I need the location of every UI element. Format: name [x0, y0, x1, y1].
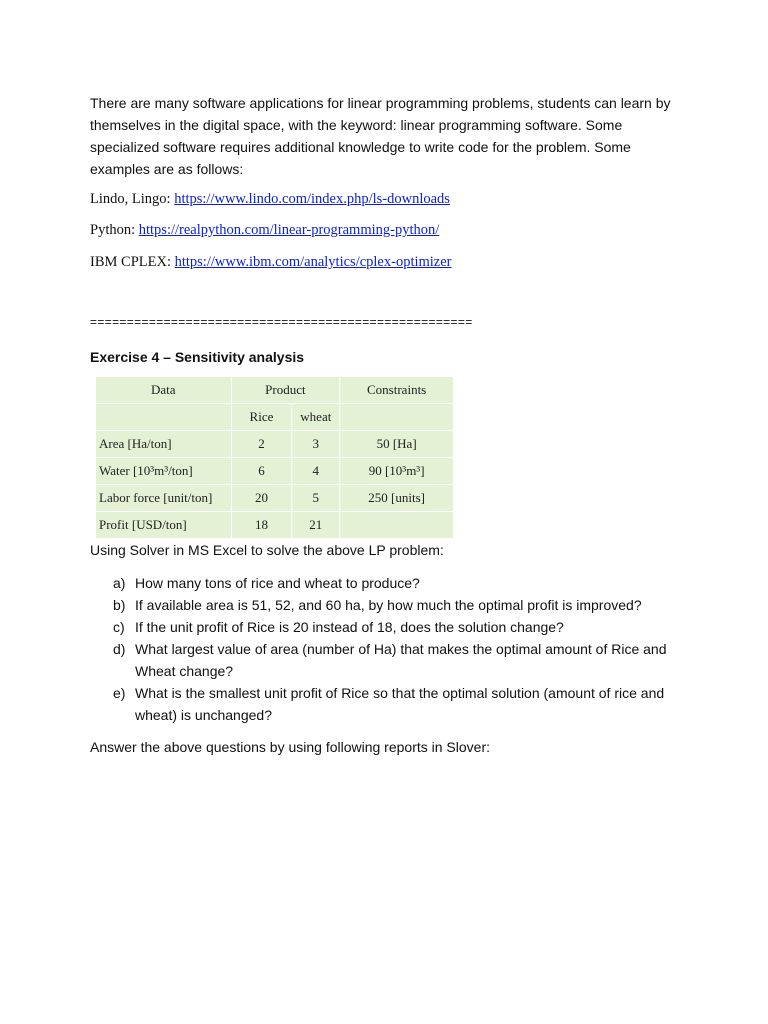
list-item [90, 638, 690, 682]
constraint-value: 90 [10³m³] [340, 458, 454, 485]
header-data: Data [96, 377, 232, 404]
wheat-value: 21 [292, 512, 340, 539]
closing-paragraph: Answer the above questions by using following reports in Slover: [90, 739, 490, 755]
row-label: Labor force [unit/ton] [96, 485, 232, 512]
lp-data-table [95, 376, 454, 539]
list-marker: c) [113, 619, 125, 635]
subheader-empty-2 [340, 404, 454, 431]
rice-value: 6 [231, 458, 292, 485]
constraint-value: 250 [units] [340, 485, 454, 512]
row-label: Water [10³m³/ton] [96, 458, 232, 485]
question-text: What largest value of area (number of Ha) that makes the optimal amount of Rice and Wheat change? [135, 641, 667, 679]
list-marker: e) [113, 685, 126, 701]
lindo-link[interactable]: https://www.lindo.com/index.php/ls-downloads [174, 191, 450, 207]
rice-value: 18 [231, 512, 292, 539]
cplex-label: IBM CPLEX: [90, 254, 175, 270]
question-list [90, 572, 690, 726]
row-label: Profit [USD/ton] [96, 512, 232, 539]
question-text: What is the smallest unit profit of Rice so that the optimal solution (amount of rice and wheat) is unchanged? [135, 685, 665, 723]
list-item [90, 682, 690, 726]
question-text: How many tons of rice and wheat to produce? [135, 575, 420, 591]
constraint-value [340, 512, 454, 539]
header-product: Product [231, 377, 340, 404]
lindo-link-row [90, 189, 710, 209]
wheat-value: 3 [292, 431, 340, 458]
list-marker: b) [113, 597, 126, 613]
subheader-wheat: wheat [292, 404, 340, 431]
subheader-rice: Rice [231, 404, 292, 431]
table-row [96, 512, 454, 539]
header-constraints: Constraints [340, 377, 454, 404]
python-label: Python: [90, 222, 139, 238]
python-link[interactable]: https://realpython.com/linear-programming-python/ [138, 222, 440, 238]
table-row [96, 485, 454, 512]
table-subheader-row [96, 404, 454, 431]
question-text: If available area is 51, 52, and 60 ha, by how much the optimal profit is improved? [135, 597, 642, 613]
rice-value: 20 [231, 485, 292, 512]
table-row [96, 458, 454, 485]
python-link-row [90, 220, 710, 240]
subheader-empty [96, 404, 232, 431]
list-item [90, 594, 690, 616]
list-item [90, 616, 690, 638]
list-marker: a) [113, 575, 126, 591]
table-header-row [96, 377, 454, 404]
constraint-value: 50 [Ha] [340, 431, 454, 458]
wheat-value: 5 [292, 485, 340, 512]
cplex-link[interactable]: https://www.ibm.com/analytics/cplex-optimizer [174, 254, 452, 270]
rice-value: 2 [231, 431, 292, 458]
table-row [96, 431, 454, 458]
wheat-value: 4 [292, 458, 340, 485]
list-item [90, 572, 690, 594]
list-marker: d) [113, 641, 126, 657]
exercise-title: Exercise 4 – Sensitivity analysis [90, 349, 305, 365]
intro-paragraph: There are many software applications for linear programming problems, students can learn by themselves in the digital space, with the keyword: linear programming software. Some specialized software requires additional knowledge to write code for the problem. Some examples are as follows: [90, 95, 671, 177]
lindo-label: Lindo, Lingo: [90, 191, 175, 207]
solver-instruction: Using Solver in MS Excel to solve the above LP problem: [90, 542, 444, 558]
question-text: If the unit profit of Rice is 20 instead of 18, does the solution change? [135, 619, 564, 635]
row-label: Area [Ha/ton] [96, 431, 232, 458]
divider-line: ==================================================== [90, 315, 473, 329]
cplex-link-row [90, 252, 710, 272]
